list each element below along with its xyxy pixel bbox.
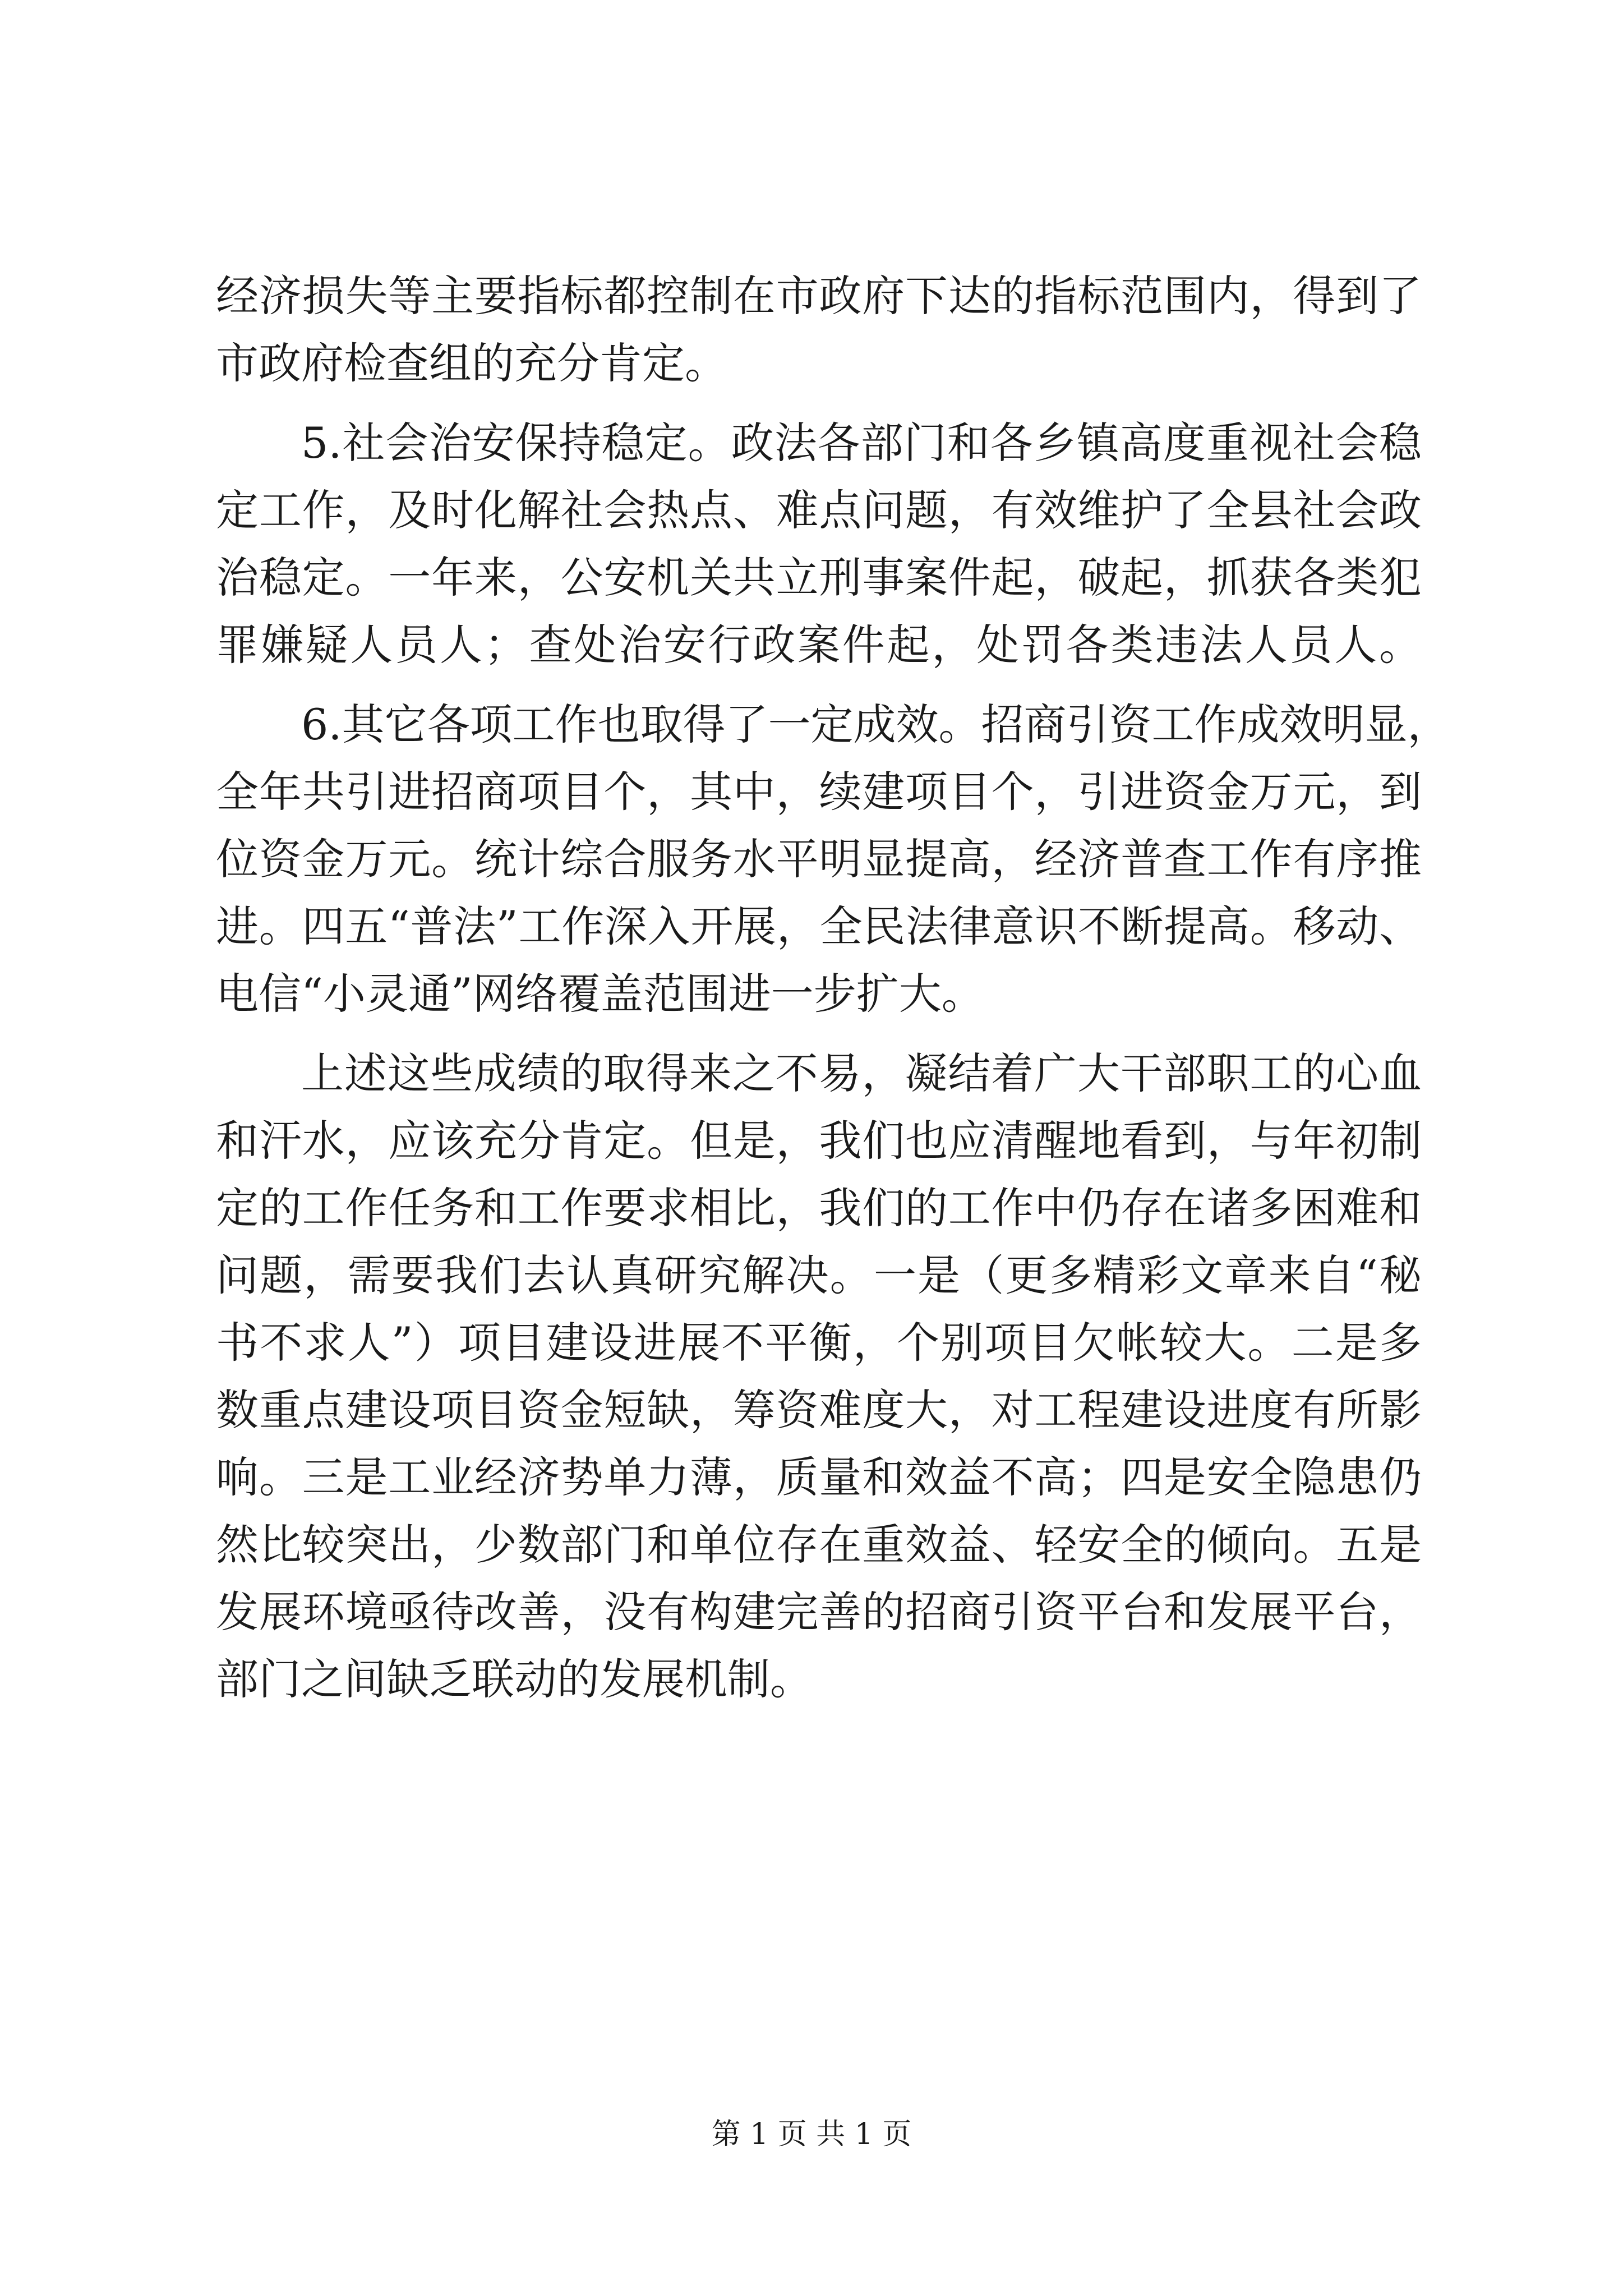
text-line: 经济损失等主要指标都控制在市政府下达的指标范围内，得到了 bbox=[216, 271, 1422, 321]
text-line: 定工作，及时化解社会热点、难点问题，有效维护了全县社会政 bbox=[216, 485, 1422, 535]
text-line: 全年共引进招商项目个，其中，续建项目个，引进资金万元，到 bbox=[216, 767, 1422, 817]
text-line: 响。三是工业经济势单力薄，质量和效益不高；四是安全隐患仍 bbox=[216, 1452, 1422, 1502]
text-line: 问题，需要我们去认真研究解决。一是（更多精彩文章来自“秘 bbox=[216, 1250, 1422, 1300]
page-number-footer: 第 1 页 共 1 页 bbox=[711, 2118, 912, 2151]
text-line: 位资金万元。统计综合服务水平明显提高，经济普查工作有序推 bbox=[216, 834, 1422, 884]
text-line: 发展环境亟待改善，没有构建完善的招商引资平台和发展平台， bbox=[216, 1587, 1422, 1637]
text-line: 定的工作任务和工作要求相比，我们的工作中仍存在诸多困难和 bbox=[216, 1183, 1422, 1233]
text-line: 然比较突出，少数部门和单位存在重效益、轻安全的倾向。五是 bbox=[216, 1520, 1422, 1570]
text-line: 治稳定。一年来，公安机关共立刑事案件起，破起，抓获各类犯 bbox=[216, 553, 1422, 602]
text-line: 5.社会治安保持稳定。政法各部门和各乡镇高度重视社会稳 bbox=[301, 418, 1422, 468]
text-line: 上述这些成绩的取得来之不易，凝结着广大干部职工的心血 bbox=[301, 1048, 1422, 1098]
text-line: 罪嫌疑人员人；查处治安行政案件起，处罚各类违法人员人。 bbox=[216, 620, 1422, 670]
text-line: 市政府检查组的充分肯定。 bbox=[216, 338, 727, 388]
text-line: 6.其它各项工作也取得了一定成效。招商引资工作成效明显， bbox=[301, 700, 1450, 749]
text-line: 数重点建设项目资金短缺，筹资难度大，对工程建设进度有所影 bbox=[216, 1385, 1422, 1435]
text-line: 书不求人”）项目建设进展不平衡，个别项目欠帐较大。二是多 bbox=[216, 1318, 1422, 1368]
text-line: 和汗水，应该充分肯定。但是，我们也应清醒地看到，与年初制 bbox=[216, 1116, 1422, 1166]
text-line: 进。四五“普法”工作深入开展，全民法律意识不断提高。移动、 bbox=[216, 901, 1422, 951]
text-line: 电信“小灵通”网络覆盖范围进一步扩大。 bbox=[216, 969, 984, 1019]
text-line: 部门之间缺乏联动的发展机制。 bbox=[216, 1654, 813, 1704]
